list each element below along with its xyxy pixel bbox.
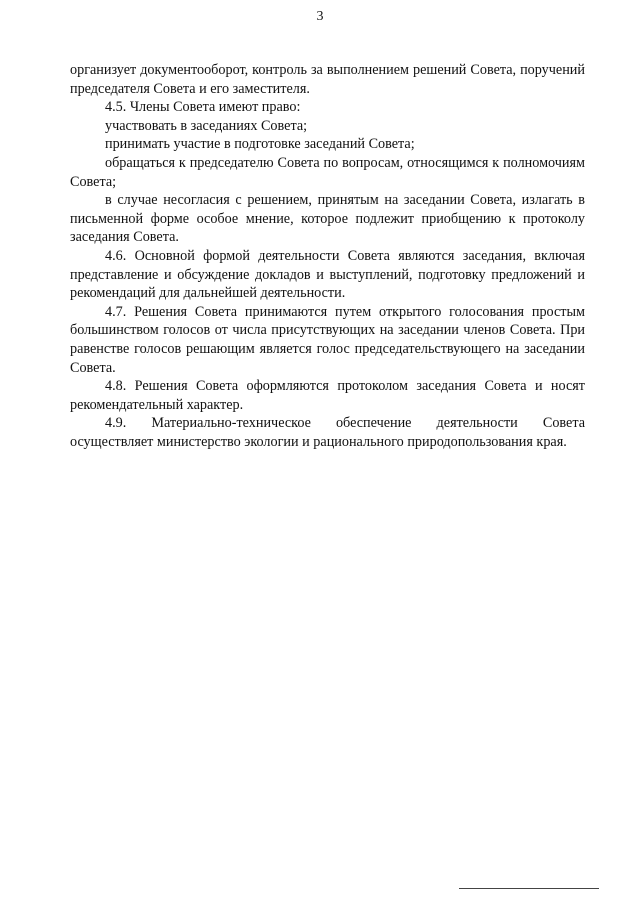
paragraph-4-5: 4.5. Члены Совета имеют право: [105, 99, 301, 116]
page-number: 3 [316, 9, 324, 24]
paragraph-right-prepare: принимать участие в подготовке заседаний Совета; [105, 136, 415, 153]
paragraph-right-appeal: обращаться к председателю Совета по вопросам, относящимся к полномочиям Совета; [70, 154, 585, 190]
paragraph-continuation: организует документооборот, контроль за выполнением решений Совета, поручений председателя Совета и его заместителя. [70, 62, 585, 97]
document-body [70, 61, 585, 451]
paragraph-4-6: 4.6. Основной формой деятельности Совета являются заседания, включая представление и обсуждение докладов и выступлений, подготовку предложений и рекомендаций для дальнейшей деятельности. [70, 247, 585, 302]
paragraph-4-9: 4.9. Материально-техническое обеспечение деятельности Совета осуществляет министерство экологии и рационального природопользования края. [70, 415, 585, 450]
paragraph-right-participate: участвовать в заседаниях Совета; [105, 117, 308, 134]
paragraph-right-dissent: в случае несогласия с решением, принятым на заседании Совета, излагать в письменной форме особое мнение, которое подлежит приобщению к протоколу заседания Совета. [70, 192, 585, 246]
paragraph-4-7: 4.7. Решения Совета принимаются путем открытого голосования простым большинством голосов от числа присутствующих на заседании членов Совета. При равенстве голосов решающим является голос председательствующего на заседании Совета. [70, 303, 585, 376]
footer-rule [459, 888, 599, 889]
paragraph-4-8: 4.8. Решения Совета оформляются протоколом заседания Совета и носят рекомендательный характер. [70, 378, 585, 413]
